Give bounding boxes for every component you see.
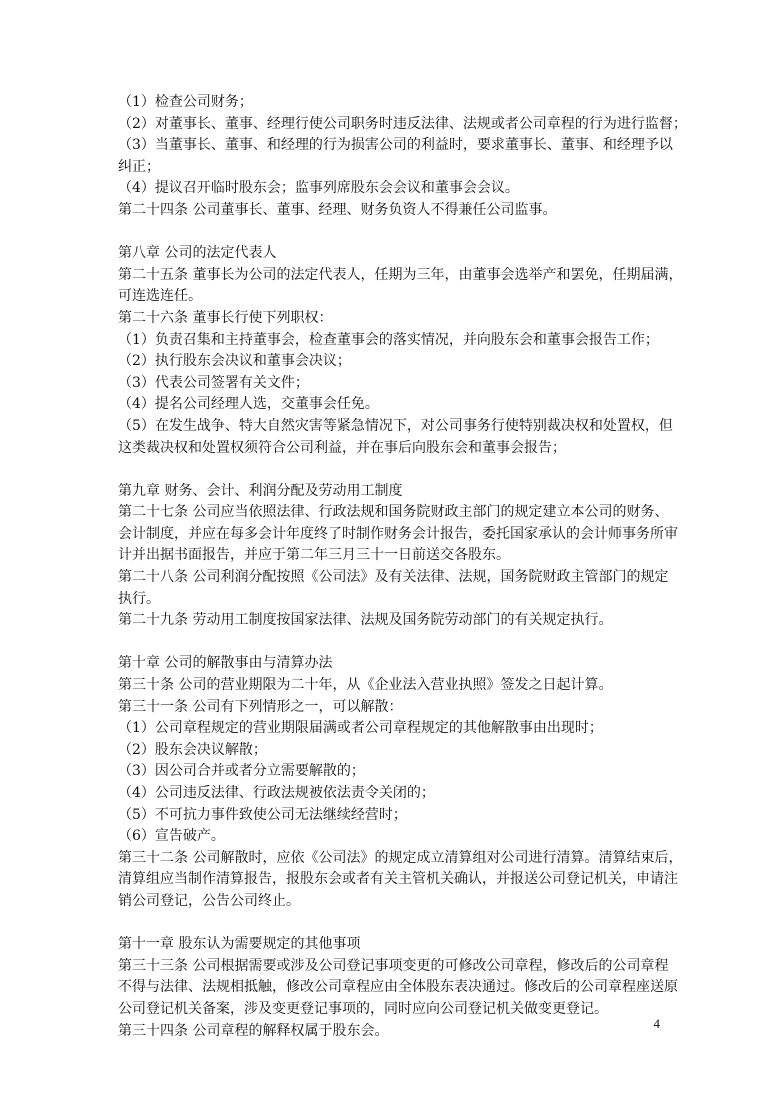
text-line: （3）因公司合并或者分立需要解散的； — [118, 763, 365, 780]
text-line: 第三十二条 公司解散时，应依《公司法》的规定成立清算组对公司进行清算。清算结束后， — [118, 849, 683, 866]
text-line: 第三十一条 公司有下列情形之一，可以解散： — [118, 698, 403, 715]
text-line: 销公司登记，公告公司终止。 — [118, 892, 300, 909]
text-line: 公司登记机关备案，涉及变更登记事项的，同时应向公司登记机关做变更登记。 — [118, 1000, 608, 1017]
text-line: （2）执行股东会决议和董事会决议； — [118, 353, 351, 370]
text-line: 会计制度，并应在每多会计年度终了时制作财务会计报告，委托国家承认的会计师事务所审 — [118, 525, 678, 542]
chapter-heading: 第十一章 股东认为需要规定的其他事项 — [118, 936, 361, 953]
text-line: （1）检查公司财务； — [118, 94, 253, 110]
text-line: （3）当董事长、董事、和经理的行为损害公司的利益时，要求董事长、董事、和经理予以 — [118, 137, 673, 154]
document-body — [118, 92, 687, 1042]
text-line: 纠正； — [118, 158, 160, 175]
section-gap — [118, 913, 663, 935]
text-line: （4）提名公司经理人选，交董事会任免。 — [118, 396, 379, 413]
text-line: （1）负责召集和主持董事会，检查董事会的落实情况，并向股东会和董事会报告工作； — [118, 331, 659, 348]
text-line: 第二十四条 公司董事长、董事、经理、财务负资人不得兼任公司监事。 — [118, 201, 557, 218]
text-line: （5）在发生战争、特大自然灾害等紧急情况下，对公司事务行使特别裁决权和处置权，但 — [118, 417, 673, 434]
text-line: （4）提议召开临时股东会；监事列席股东会会议和董事会会议。 — [118, 180, 519, 197]
section-gap — [118, 632, 663, 654]
text-line: 第二十八条 公司利润分配按照《公司法》及有关法律、法规，国务院财政主管部门的规定 — [118, 569, 669, 586]
text-line: （2）股东会决议解散； — [118, 741, 267, 758]
text-line: 可连选连任。 — [118, 288, 202, 305]
text-line: 第二十五条 董事长为公司的法定代表人，任期为三年，由董事会选举产和罢免，任期届满， — [118, 266, 683, 283]
text-line: （2）对董事长、董事、经理行使公司职务时违反法律、法规或者公司章程的行为进行监督； — [118, 115, 687, 132]
text-line: 第三十三条 公司根据需要或涉及公司登记事项变更的可修改公司章程，修改后的公司章程 — [118, 957, 669, 974]
chapter-heading: 第九章 财务、会计、利润分配及劳动用工制度 — [118, 482, 403, 499]
text-line: 第三十条 公司的营业期限为二十年，从《企业法入营业执照》签发之日起计算。 — [118, 677, 613, 694]
section-gap — [118, 222, 663, 244]
text-line: （3）代表公司签署有关文件； — [118, 374, 309, 391]
text-line: 清算组应当制作清算报告，报股东会或者有关主管机关确认，并报送公司登记机关，申请注 — [118, 871, 678, 888]
text-line: （6）宣告破产。 — [118, 828, 225, 845]
text-line: 第三十四条 公司章程的解释权属于股东会。 — [118, 1022, 389, 1039]
text-line: 第二十七条 公司应当依照法律、行政法规和国务院财政主部门的规定建立本公司的财务、 — [118, 504, 669, 521]
text-line: （4）公司违反法律、行政法规被依法责令关闭的； — [118, 785, 435, 801]
chapter-heading: 第八章 公司的法定代表人 — [118, 245, 277, 262]
text-line: 不得与法律、法规相抵触，修改公司章程应由全体股东表决通过。修改后的公司章程座送原 — [118, 979, 678, 996]
text-line: 第二十六条 董事长行使下列职权： — [118, 309, 333, 326]
chapter-heading: 第十章 公司的解散事由与清算办法 — [118, 655, 333, 672]
section-gap — [118, 459, 663, 481]
text-line: 这类裁决权和处置权须符合公司利益，并在事后向股东会和董事会报告； — [118, 439, 566, 456]
page-number: 4 — [653, 1016, 660, 1031]
text-line: （1）公司章程规定的营业期限届满或者公司章程规定的其他解散事由出现时； — [118, 720, 603, 737]
text-line: 第二十九条 劳动用工制度按国家法律、法规及国务院劳动部门的有关规定执行。 — [118, 612, 613, 629]
text-line: 执行。 — [118, 590, 160, 607]
text-line: （5）不可抗力事件致使公司无法继续经营时； — [118, 806, 407, 823]
text-line: 计并出据书面报告，并应于第二年三月三十一日前送交各股东。 — [118, 547, 510, 564]
